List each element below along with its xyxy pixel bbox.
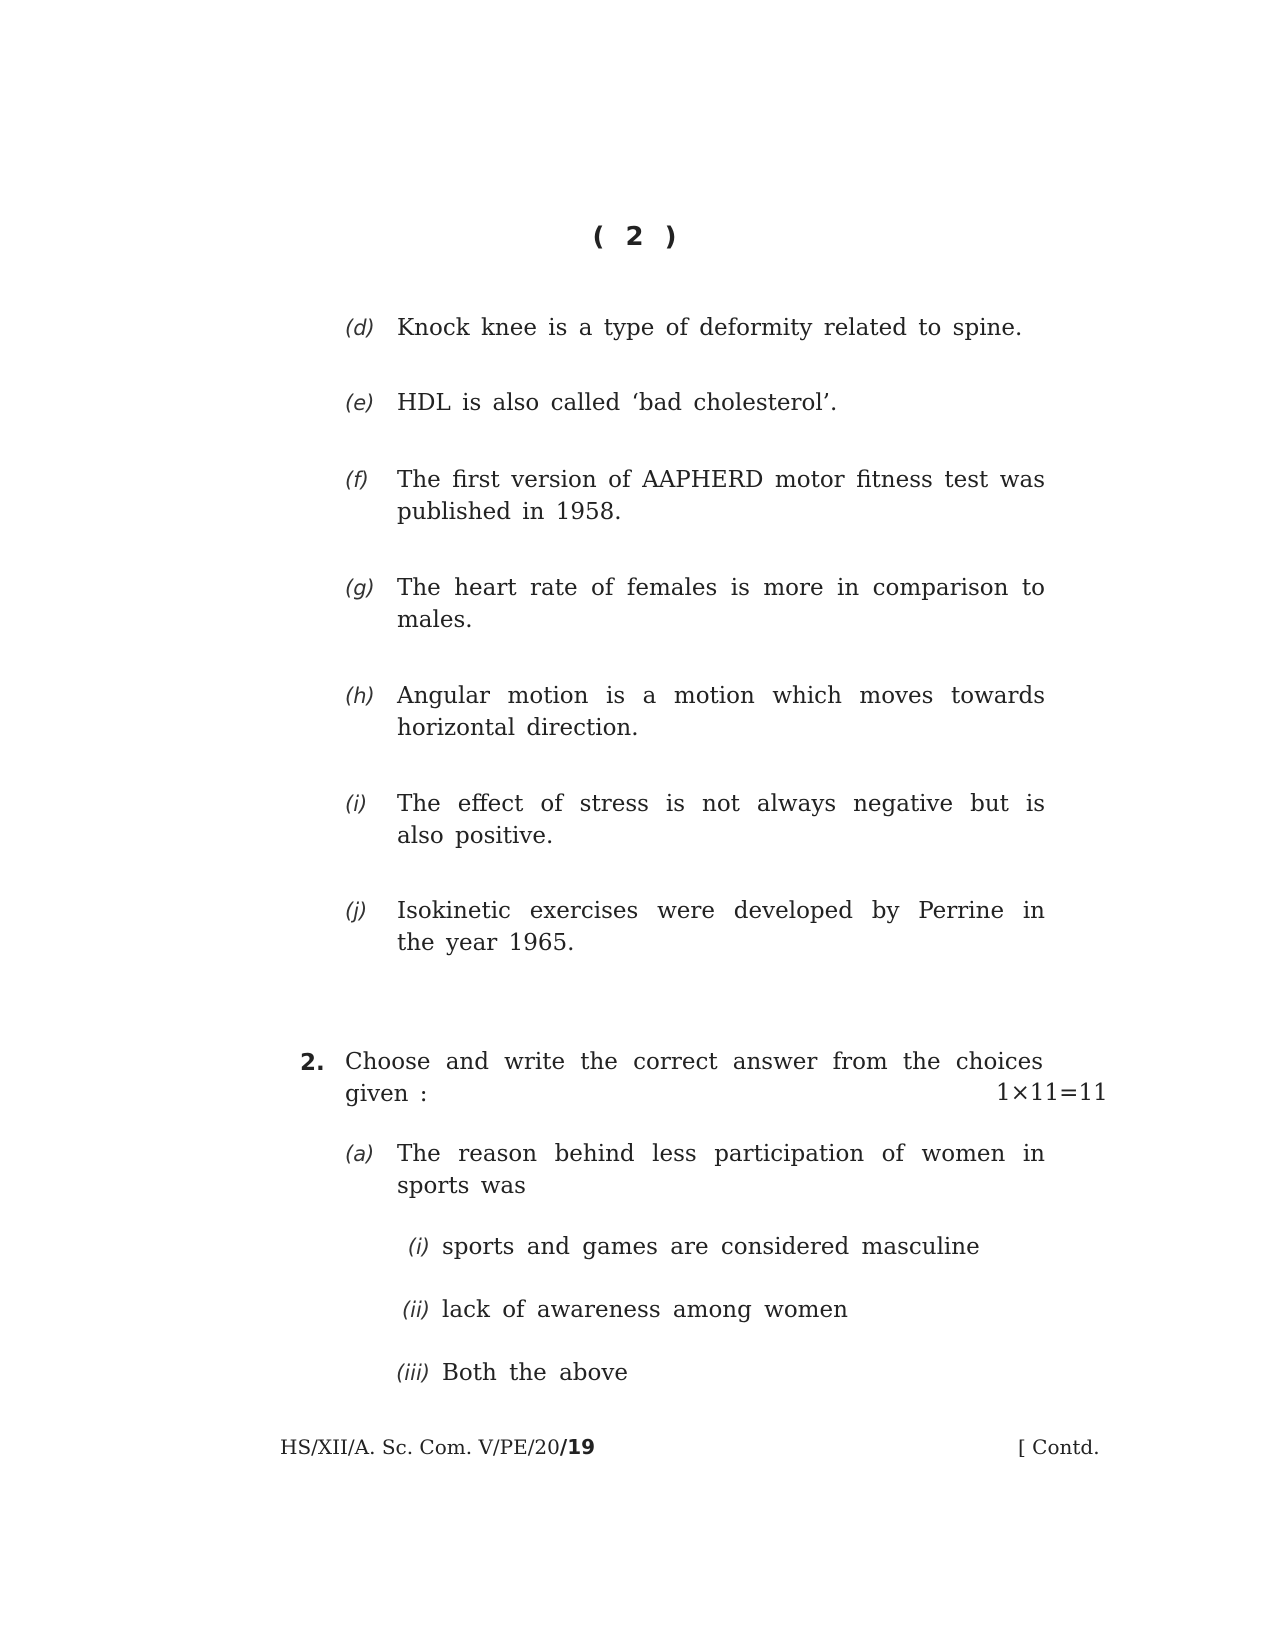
statement-d [345,312,1045,344]
statement-g [345,572,1045,636]
paper-code-prefix: HS/XII/A. Sc. Com. V/PE/20 [280,1435,560,1459]
option-label: (i) [407,1235,430,1259]
question-marks: 1×11=11 [996,1080,1108,1106]
statement-j [345,895,1045,959]
option-text: sports and games are considered masculine [442,1234,980,1260]
statement-text: The heart rate of females is more in comparison to males. [397,575,1045,633]
option-iii [385,1357,1035,1389]
question-text: Choose and write the correct answer from the choices given : [345,1049,1043,1107]
statement-i [345,788,1045,852]
paper-code [280,1435,595,1459]
statement-h [345,680,1045,744]
option-i [385,1231,1035,1263]
statement-text: HDL is also called ‘bad cholesterol’. [397,390,838,416]
question-subpart-a [345,1138,1045,1202]
statement-label: (j) [345,899,368,923]
statement-label: (g) [345,576,375,600]
statement-e [345,387,1045,419]
statement-label: (e) [345,391,375,415]
paper-code-suffix: /19 [559,1435,596,1459]
question-number: 2. [300,1050,325,1076]
subpart-label: (a) [345,1142,375,1166]
statement-text: Angular motion is a motion which moves towards horizontal direction. [397,683,1045,741]
option-ii [385,1294,1035,1326]
option-label: (ii) [401,1298,430,1322]
option-label: (iii) [396,1361,430,1385]
statement-label: (f) [345,468,369,492]
continued-note: [ Contd. [1018,1435,1100,1459]
statement-f [345,464,1045,528]
statement-label: (i) [345,792,368,816]
statement-text: The effect of stress is not always negative but is also positive. [397,791,1045,849]
option-text: lack of awareness among women [442,1297,848,1323]
subpart-text: The reason behind less participation of women in sports was [397,1141,1045,1199]
option-text: Both the above [442,1360,628,1386]
statement-text: Knock knee is a type of deformity related to spine. [397,315,1023,341]
statement-label: (h) [345,684,375,708]
page-number: ( 2 ) [592,222,683,252]
statement-text: The first version of AAPHERD motor fitness test was published in 1958. [397,467,1045,525]
statement-text: Isokinetic exercises were developed by Perrine in the year 1965. [397,898,1045,956]
statement-label: (d) [345,316,375,340]
